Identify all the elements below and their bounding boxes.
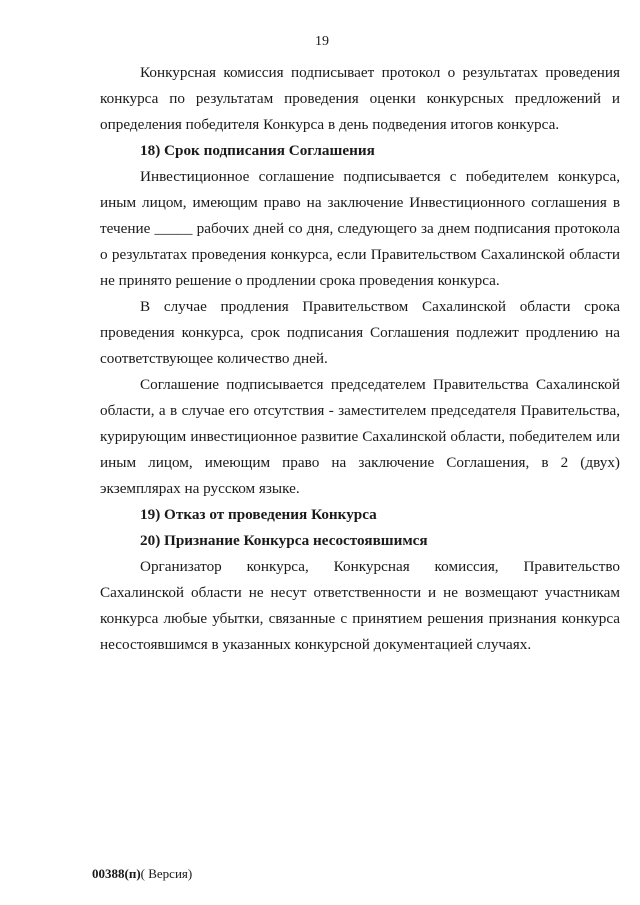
section-heading-19: 19) Отказ от проведения Конкурса [140, 506, 377, 523]
paragraph-signatories: Соглашение подписывается председателем Правительства Сахалинской области, а в случае его отсутствия - заместителем председателя Правительства, курирующим инвестиционное развитие Сахалинской области, победителем или иным лицом, имеющим право на заключение Соглашения, в 2 (двух) экземплярах на русском языке. [100, 376, 620, 497]
page-number: 19 [315, 34, 329, 49]
footer-document-code [92, 866, 192, 882]
document-body [100, 60, 620, 658]
paragraph-extension: В случае продления Правительством Сахалинской области срока проведения конкурса, срок подписания Соглашения подлежит продлению на соответствующее количество дней. [100, 298, 620, 367]
section-heading-18: 18) Срок подписания Соглашения [140, 142, 375, 159]
footer-code: 00388(п) [92, 866, 141, 881]
footer-version: ( Версия) [140, 866, 193, 881]
paragraph-protocol-signing: Конкурсная комиссия подписывает протокол о результатах проведения конкурса по результатам проведения оценки конкурсных предложений и определения победителя Конкурса в день подведения итогов конкурса. [100, 64, 620, 133]
section-heading-20: 20) Признание Конкурса несостоявшимся [140, 532, 428, 549]
paragraph-agreement-signing: Инвестиционное соглашение подписывается с победителем конкурса, иным лицом, имеющим право на заключение Инвестиционного соглашения в течение _____ рабочих дней со дня, следующего за днем подписания протокола о результатах проведения конкурса, если Правительством Сахалинской области не принято решение о продлении срока проведения конкурса. [100, 168, 620, 289]
paragraph-failed-contest: Организатор конкурса, Конкурсная комиссия, Правительство Сахалинской области не несут ответственности и не возмещают участникам конкурса любые убытки, связанные с принятием решения признания конкурса несостоявшимся в указанных конкурсной документацией случаях. [100, 558, 620, 653]
